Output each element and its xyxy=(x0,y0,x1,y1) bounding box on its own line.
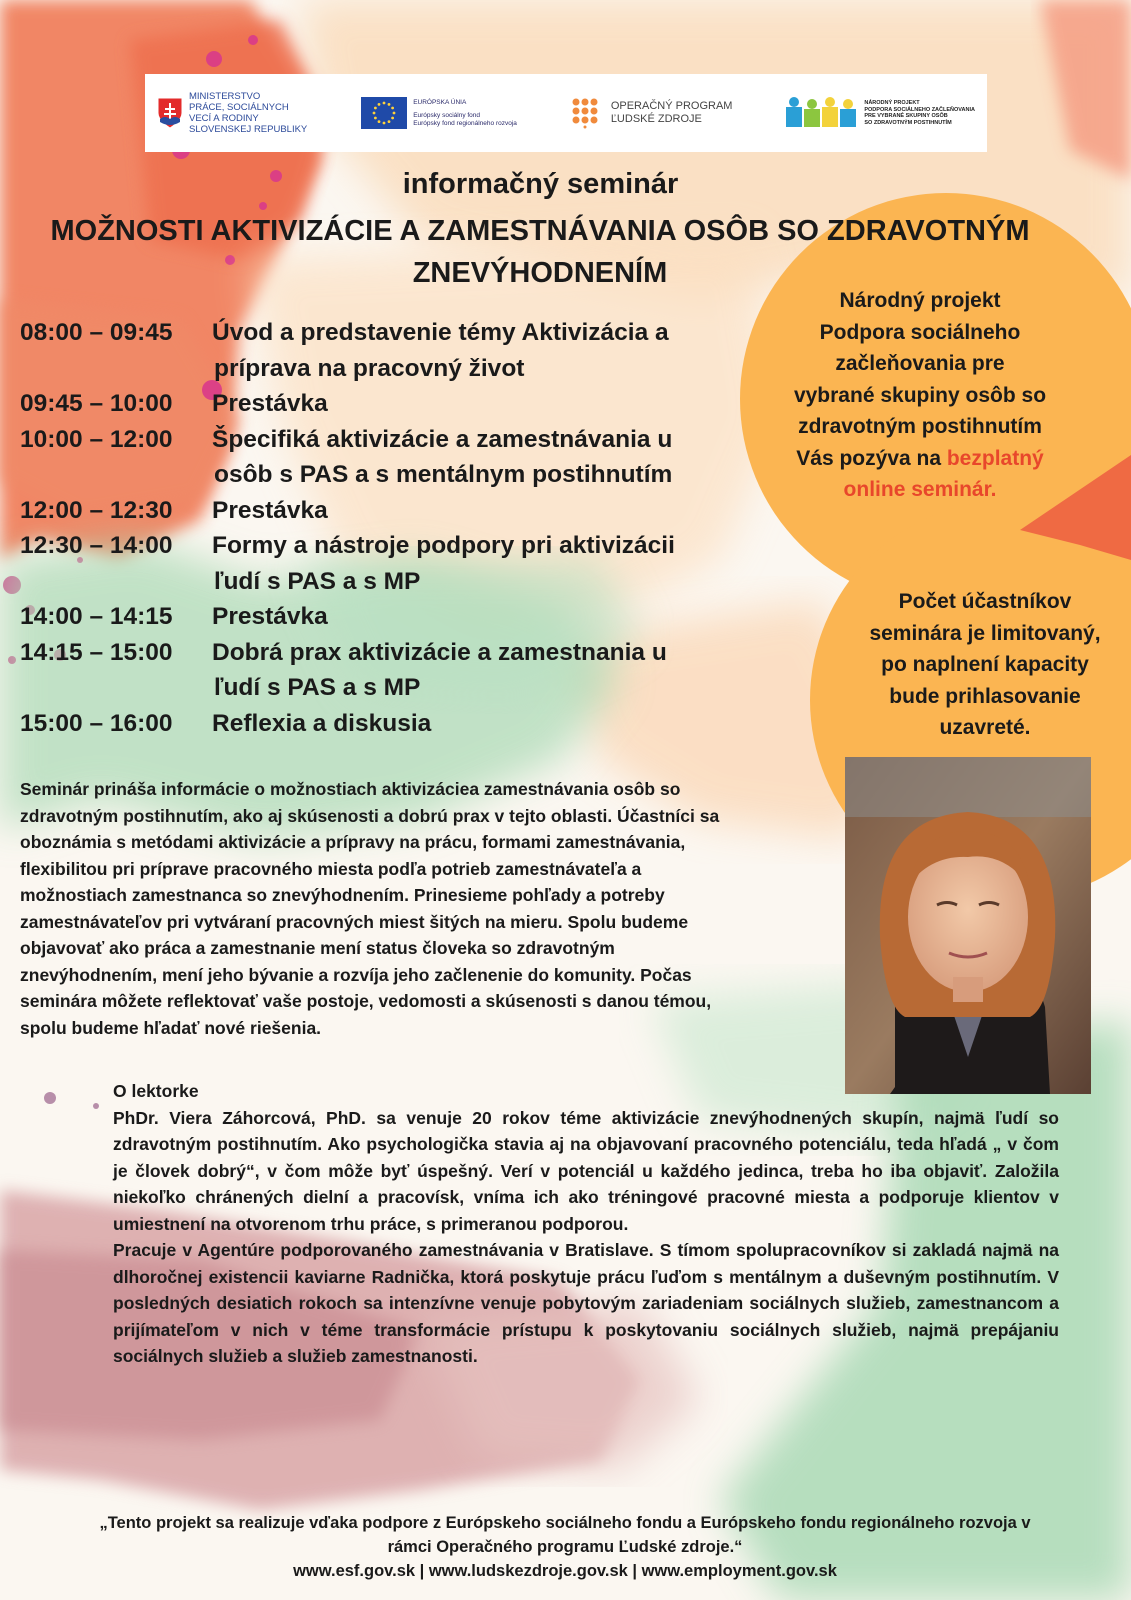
ministry-logo xyxy=(157,91,307,135)
np-logo xyxy=(786,95,975,131)
schedule-topic: Špecifiká aktivizácie a zamestnávania u osôb s PAS a s mentálnym postihnutím xyxy=(212,425,673,488)
free-highlight: bezplatný xyxy=(946,446,1044,470)
schedule-row xyxy=(20,315,740,386)
footer-funding-line2: rámci Operačného programu Ľudské zdroje.“ xyxy=(387,1538,743,1556)
schedule-row xyxy=(20,422,740,493)
schedule-topic: Prestávka xyxy=(212,496,328,524)
online-seminar-highlight: online seminár. xyxy=(843,478,997,501)
eu-logo-text: EURÓPSKA ÚNIA Európsky sociálny fond Európsky fond regionálneho rozvoja xyxy=(413,98,517,127)
schedule-row xyxy=(20,493,740,529)
schedule-topic: Prestávka xyxy=(212,390,328,417)
eu-flag-icon xyxy=(361,97,407,129)
lecturer-photo xyxy=(845,757,1091,1094)
logo-bar xyxy=(145,74,987,152)
schedule-topic: Reflexia a diskusia xyxy=(212,709,432,737)
lecturer-bio-paragraph: PhDr. Viera Záhorcová, PhD. sa venuje 20 rokov téme aktivizácie znevýhodnených skupín, najmä ľudí so zdravotným postihnutím. Ako psychologička stavia aj na objavovaní pracovného potenciálu, teda hľadá „ v čom je človek dobrý“, v čom môže byť úspešný. Verí v potenciál u každého jedinca, treba ho iba objaviť. Založila niekoľko chránených dielní a pracovísk, vníma ich ako tréningové pracovné miesta a podporuje klientov v umiestnení na otvorenom trhu práce, s primeranou podporou. xyxy=(113,1107,1059,1234)
schedule-time: 15:00 – 16:00 xyxy=(20,709,173,737)
schedule-time: 08:00 – 09:45 xyxy=(20,319,173,346)
schedule-topic: Prestávka xyxy=(212,603,328,630)
schedule-row xyxy=(20,599,740,635)
event-title-line2: ZNEVÝHODNENÍM xyxy=(412,257,668,289)
schedule-row xyxy=(20,386,740,422)
schedule-time: 12:00 – 12:30 xyxy=(20,496,173,524)
puzzle-people-icon xyxy=(786,95,858,131)
schedule-time: 14:15 – 15:00 xyxy=(20,638,173,666)
invitation-bubble: Národný projekt Podpora sociálneho začleňovania pre vybrané skupiny osôb so zdravotným postihnutím Vás pozýva na bezplatný online seminár. xyxy=(770,285,1070,506)
schedule-time: 14:00 – 14:15 xyxy=(20,603,173,630)
seminar-description: Seminár prináša informácie o možnostiach aktivizáciea zamestnávania osôb so zdravotným postihnutím, ako aj skúsenosti a dobrú prax v tejto oblasti. Účastníci sa oboznámia s metódami aktivizácie a prípravy na prácu, formami zamestnávania, flexibilitou pri príprave pracovného miesta podľa potrieb zamestnávateľa a možnostiach zamestnanca so znevýhodnením. Prinesieme pohľady a potreby zamestnávateľov pri vytváraní pracovných miest šitých na mieru. Spolu budeme objavovať ako práca a zamestnanie mení status človeka so zdravotným znevýhodnením, mení jeho bývanie a rozvíja jeho začlenenie do komunity. Počas seminára môžete reflektovať vaše postoje, vedomosti a skúsenosti s danou témou, spolu budeme hľadať nové riešenia. xyxy=(20,779,720,1038)
schedule-row xyxy=(20,635,740,706)
op-dots-icon xyxy=(571,97,605,129)
ministry-logo-text: MINISTERSTVO PRÁCE, SOCIÁLNYCH VECÍ A RODINY SLOVENSKEJ REPUBLIKY xyxy=(189,91,308,135)
capacity-bubble: Počet účastníkov seminára je limitovaný, po naplnení kapacity bude prihlasovanie uzavreté. xyxy=(869,590,1101,739)
event-subtitle: informačný seminár xyxy=(402,168,679,200)
op-logo-text: OPERAČNÝ PROGRAM ĽUDSKÉ ZDROJE xyxy=(610,100,733,125)
footer-links: www.esf.gov.sk | www.ludskezdroje.gov.sk | www.employment.gov.sk xyxy=(293,1562,837,1580)
schedule-topic: Úvod a predstavenie témy Aktivizácia a príprava na pracovný život xyxy=(212,319,669,382)
schedule-time: 09:45 – 10:00 xyxy=(20,390,173,417)
event-title xyxy=(20,210,1060,294)
schedule xyxy=(20,315,740,741)
schedule-time: 12:30 – 14:00 xyxy=(20,532,173,559)
event-title-line1: MOŽNOSTI AKTIVIZÁCIE A ZAMESTNÁVANIA OSÔB SO ZDRAVOTNÝM xyxy=(50,215,1030,247)
footer-funding-line1: „Tento projekt sa realizuje vďaka podpore z Európskeho sociálneho fondu a Európskeho fondu regionálneho rozvoja v xyxy=(99,1514,1031,1532)
schedule-topic: Dobrá prax aktivizácie a zamestnania u ľudí s PAS a s MP xyxy=(212,638,667,701)
np-logo-text: NÁRODNÝ PROJEKT PODPORA SOCIÁLNEHO ZAČLEŇOVANIA PRE VYBRANÉ SKUPINY OSÔB SO ZDRAVOTNÝM POSTIHNUTÍM xyxy=(864,100,975,126)
op-logo xyxy=(571,97,733,129)
footer xyxy=(40,1511,1090,1583)
schedule-row xyxy=(20,706,740,742)
slovak-coat-of-arms-icon xyxy=(157,97,183,129)
eu-logo xyxy=(361,97,517,129)
lecturer-heading: O lektorke xyxy=(113,1081,199,1101)
lecturer-section xyxy=(113,1078,1059,1370)
schedule-row xyxy=(20,528,740,599)
schedule-time: 10:00 – 12:00 xyxy=(20,425,173,453)
lecturer-work-paragraph: Pracuje v Agentúre podporovaného zamestnávania v Bratislave. S tímom spolupracovníkov si zakladá najmä na dlhoročnej existencii kaviarne Radnička, ktorá poskytuje prácu ľuďom s mentálnym a duševným postihnutím. V posledných desiatich rokoch sa intenzívne venuje pobytovým zariadeniam sociálnych služieb, zamestnancom a prijímateľom v nich v téme transformácie prístupu k poskytovaniu sociálnych služieb, najmä prepájaniu sociálnych služieb a služieb zamestnanosti. xyxy=(113,1240,1059,1366)
schedule-topic: Formy a nástroje podpory pri aktivizácii ľudí s PAS a s MP xyxy=(212,532,675,595)
